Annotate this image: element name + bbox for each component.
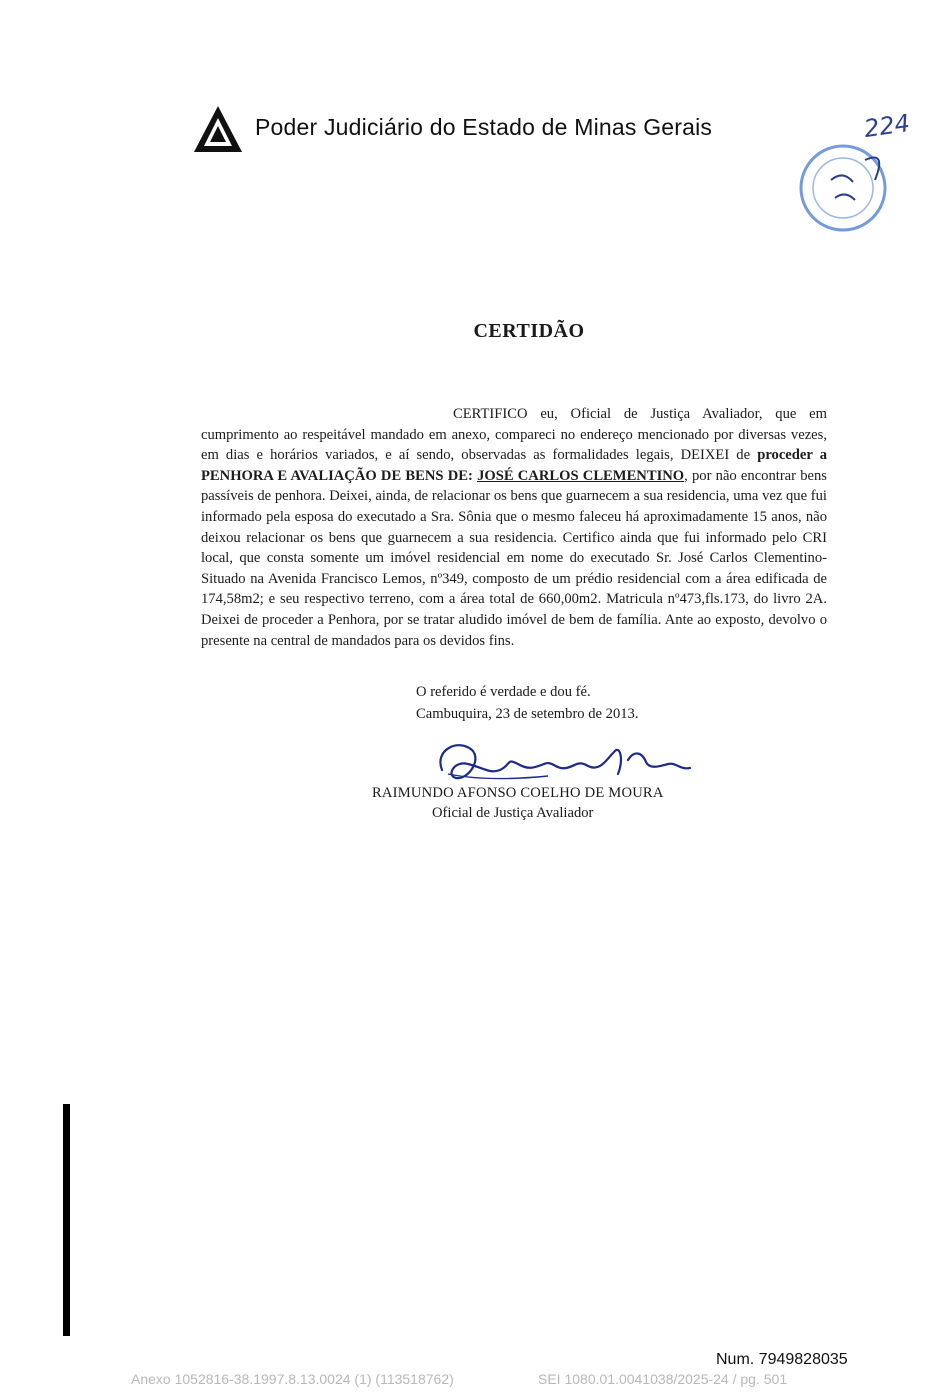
body-text-action: proceder a PENHORA E AVALIAÇÃO DE BENS DE:: [201, 447, 827, 484]
institution-name: Poder Judiciário do Estado de Minas Gerais: [255, 114, 713, 140]
body-text-intro: CERTIFICO eu, Oficial de Justiça Avaliador, que em cumprimento ao respeitável mandado em anexo, compareci no endereço mencionado por diversas vezes, em dias e horários variados, e aí sendo, observadas as formalidades legais, DEIXEI de: [201, 406, 827, 464]
signer-role: Oficial de Justiça Avaliador: [432, 805, 594, 821]
handwritten-page-number: 224: [862, 108, 912, 144]
handwritten-signature-icon: [428, 730, 718, 792]
circular-stamp-icon: [795, 140, 891, 236]
redaction-bar: [63, 1104, 70, 1336]
certificate-body: [201, 404, 827, 651]
footer-sei-reference: SEI 1080.01.0041038/2025-24 / pg. 501: [538, 1371, 788, 1387]
executed-party-name: JOSÉ CARLOS CLEMENTINO: [477, 467, 685, 484]
triangle-logo-icon: [192, 104, 244, 154]
place-and-date: Cambuquira, 23 de setembro de 2013.: [416, 706, 639, 722]
body-text-details: , por não encontrar bens passíveis de penhora. Deixei, ainda, de relacionar os bens que guarnecem a sua residencia, uma vez que fui informado pela esposa do executado a Sra. Sônia que o mesmo faleceu há aproximadamente 15 anos, não deixou relacionar os bens que guarnecem a sua residencia. Certifico ainda que fui informado pelo CRI local, que consta somente um imóvel residencial em nome do executado Sr. José Carlos Clementino- Situado na Avenida Francisco Lemos, nº349, composto de um prédio residencial com a área edificada de 174,58m2; e seu respectivo terreno, com a área total de 660,00m2. Matricula nº473,fls.173, do livro 2A. Deixei de proceder a Penhora, por se tratar aludido imóvel de bem de família. Ante ao exposto, devolvo o presente na central de mandados para os devidos fins.: [201, 467, 827, 649]
document-number: Num. 7949828035: [716, 1351, 848, 1368]
closing-statement: O referido é verdade e dou fé.: [416, 684, 591, 700]
signer-name: RAIMUNDO AFONSO COELHO DE MOURA: [372, 785, 664, 801]
document-title: CERTIDÃO: [473, 320, 585, 342]
footer-annex-reference: Anexo 1052816-38.1997.8.13.0024 (1) (113518762): [131, 1371, 454, 1387]
